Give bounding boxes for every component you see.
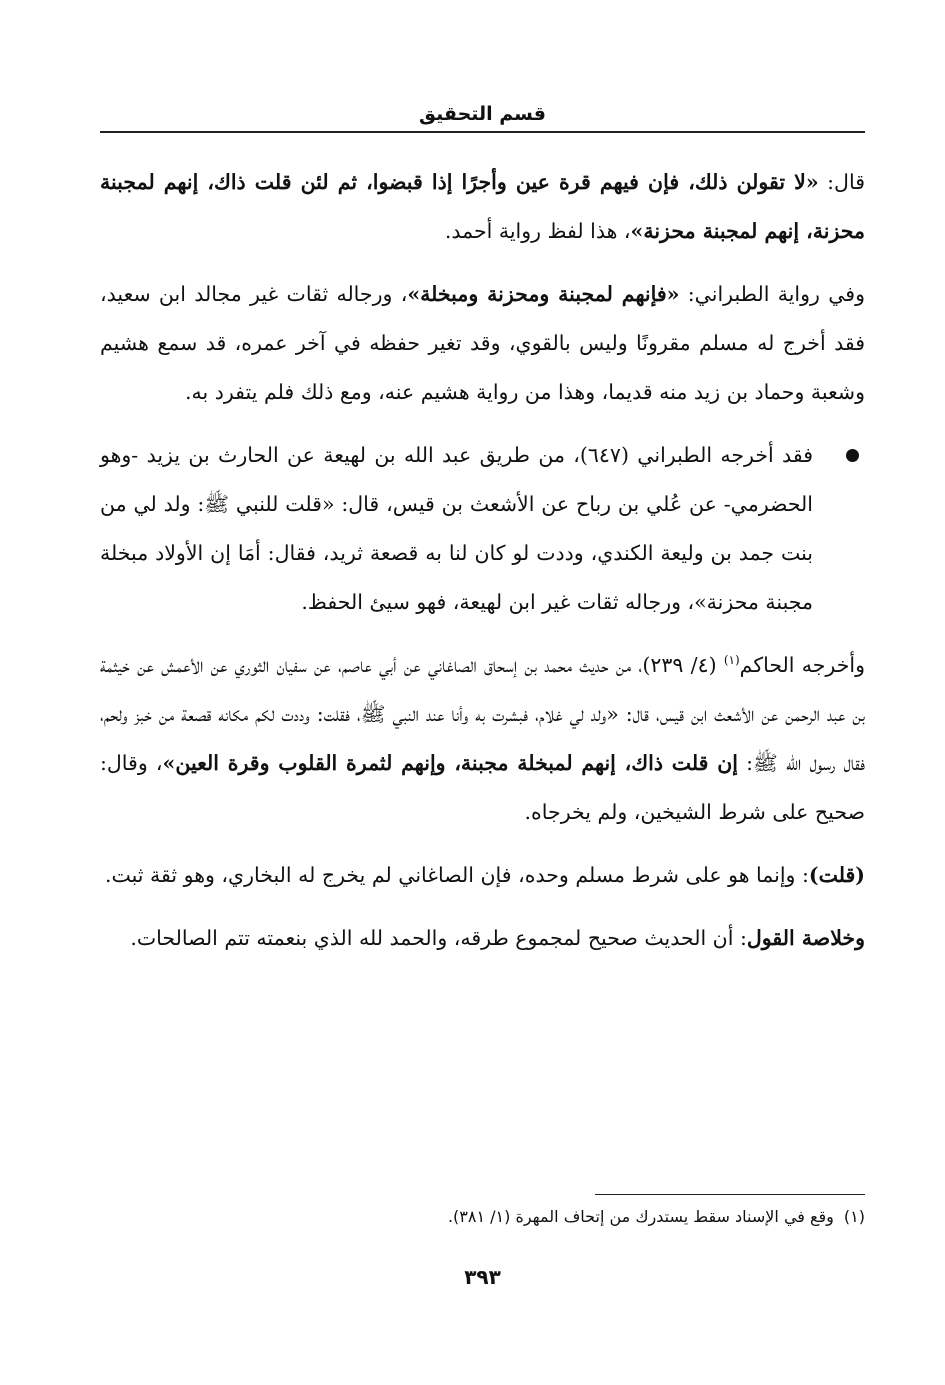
paragraph-tail: ، ورجاله ثقات غير مجالد ابن سعيد، فقد أخرج له مسلم مقرونًا وليس بالقوي، وقد تغير حفظه في آخر عمره، قد سمع هشيم وشعبة وحماد بن زيد منه قديما، وهذا من رواية هشيم عنه، ومع ذلك فلم يتفرد به. [100, 282, 865, 404]
footnote-label: (١) [843, 1207, 865, 1226]
paragraph-hakim-narration [100, 641, 865, 837]
running-header: قسم التحقيق [419, 103, 546, 125]
page-number: ٣٩٣ [464, 1265, 501, 1289]
paragraph-tabarani-narration [100, 270, 865, 417]
paragraph-lead: وأخرجه الحاكم [739, 653, 865, 677]
footnote-rule [595, 1194, 865, 1195]
header-rule [100, 131, 865, 133]
paragraph-tail: : أن الحديث صحيح لمجموع طرقه، والحمد لله الذي بنعمته تتم الصالحات. [130, 926, 747, 950]
hadith-quote-bold: «لا تقولن ذلك، فإن فيهم قرة عين وأجرًا إذا قبضوا، ثم لئن قلت ذاك، إنهم لمجبنة محزنة، إنهم لمجبنة محزنة» [100, 170, 865, 243]
paragraph-lead-bold: (قلت) [808, 863, 865, 887]
paragraph-conclusion [100, 914, 865, 963]
paragraph-lead: وفي رواية الطبراني: [679, 282, 865, 306]
paragraph-tail: ، وقال: صحيح على شرط الشيخين، ولم يخرجاه. [100, 751, 865, 824]
footnote [100, 1203, 865, 1231]
footnote-text: وقع في الإسناد سقط يستدرك من إتحاف المهرة (١/ ٣٨١). [447, 1207, 834, 1226]
bullet-text: فقد أخرجه الطبراني (٦٤٧)، من طريق عبد الله بن لهيعة عن الحارث بن يزيد -وهو الحضرمي- عن عُلي بن رباح عن الأشعث بن قيس، قال: «قلت للنبي ﷺ: ولد لي من بنت جمد بن وليعة الكندي، وددت لو كان لنا به قصعة ثريد، فقال: أمَا إن الأولاد مبخلة مجبنة محزنة»، ورجاله ثقات غير ابن لهيعة، فهو سيئ الحفظ. [100, 443, 813, 614]
body-text [100, 158, 865, 977]
footnote-reference: (١) [723, 653, 740, 668]
paragraph-tail: : وإنما هو على شرط مسلم وحده، فإن الصاغاني لم يخرج له البخاري، وهو ثقة ثبت. [104, 863, 809, 887]
paragraph-lead: قال: [818, 170, 865, 194]
hadith-quote-bold: إن قلت ذاك، إنهم لمبخلة مجبنة، وإنهم لثمرة القلوب وقرة العين» [162, 751, 738, 775]
paragraph-editor-note [100, 851, 865, 900]
bullet-dot-icon [846, 449, 859, 462]
hadith-quote-bold: «فإنهم لمجبنة ومحزنة ومبخلة» [407, 282, 680, 306]
book-page [100, 0, 865, 1385]
paragraph-middle: (٤/ ٢٣٩)، من حديث محمد بن إسحاق الصاغاني عن أبي عاصم، عن سفيان الثوري عن الأعمش عن خيثمة بن عبد الرحمن عن الأشعث ابن قيس، قال: «ولد لي غلام، فبشرت به وأنا عند النبي ﷺ، فقلت: وددت لكم مكانه قصعة من خبز ولحم، فقال رسول الله ﷺ: [100, 653, 865, 775]
paragraph-lead-bold: وخلاصة القول [746, 926, 865, 950]
bullet-item [100, 431, 865, 627]
paragraph-hadith-quote [100, 158, 865, 256]
paragraph-tail: ، هذا لفظ رواية أحمد. [444, 219, 631, 243]
